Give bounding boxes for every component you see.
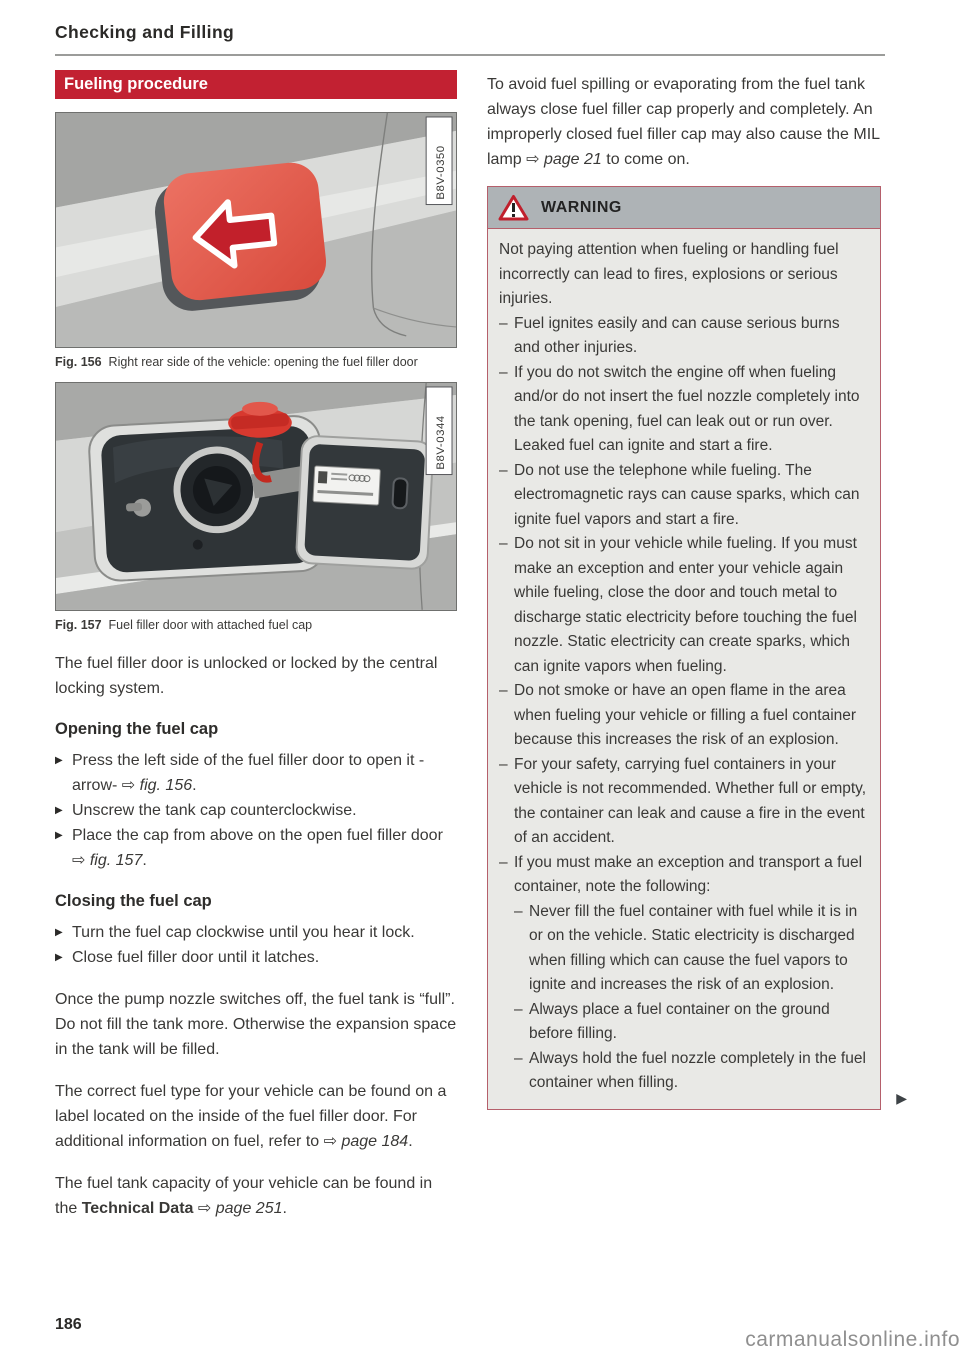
section-banner: Fueling procedure <box>55 70 457 99</box>
warning-subitem: – Always hold the fuel nozzle completely in the fuel container when filling. <box>514 1047 868 1096</box>
xref-arrow-icon: ⇨ <box>121 776 140 794</box>
left-column <box>55 70 457 1221</box>
cross-reference: fig. 156 <box>139 776 193 794</box>
central-locking-paragraph: The fuel filler door is unlocked or locked by the central locking system. <box>55 654 438 697</box>
warning-box <box>487 186 907 1110</box>
page-number: 186 <box>55 1316 82 1333</box>
fuel-type-paragraph: The correct fuel type for your vehicle can be found on a label located on the inside of the fuel filler door. For additional information on fuel, refer to ⇨ page 184. <box>55 1082 447 1150</box>
fig-156-caption: Fig. 156 Right rear side of the vehicle: opening the fuel filler door <box>55 354 418 369</box>
figure-156 <box>55 112 457 370</box>
closing-heading: Closing the fuel cap <box>55 891 212 910</box>
warning-item: – For your safety, carrying fuel containers in your vehicle is not recommended. Whether full or empty, the container can leak and cause a fire in the event of an accident. <box>499 753 868 851</box>
dash-bullet: – <box>499 682 508 699</box>
warning-item: – If you must make an exception and transport a fuel container, note the following: <box>499 851 868 900</box>
xref-arrow-icon: ⇨ <box>72 851 90 869</box>
dash-bullet: – <box>499 535 508 552</box>
watermark: carmanualsonline.info <box>745 1328 960 1351</box>
door-slot <box>392 478 407 509</box>
list-item: ▶ Close fuel filler door until it latches. <box>55 945 457 970</box>
warning-item: – Do not smoke or have an open flame in the area when fueling your vehicle or filling a fuel container because this increases the risk of an explosion. <box>499 679 868 753</box>
open-door-illustration <box>296 436 434 570</box>
fig-156-image <box>55 112 457 348</box>
dash-bullet: – <box>514 1049 523 1067</box>
fig-157-code: B8V-0344 <box>435 415 448 470</box>
dash-bullet: – <box>514 1000 523 1018</box>
cross-reference: page 184 <box>341 1132 409 1150</box>
page-title: Checking and Filling <box>55 22 885 56</box>
triangle-bullet-icon: ▶ <box>55 951 63 963</box>
fig-157-image <box>55 382 457 611</box>
cross-reference: page 251 <box>215 1199 283 1217</box>
warning-subitem: – Always place a fuel container on the ground before filling. <box>514 998 868 1047</box>
opening-heading: Opening the fuel cap <box>55 719 219 738</box>
xref-arrow-icon: ⇨ <box>323 1132 342 1150</box>
mil-lamp-paragraph: To avoid fuel spilling or evaporating from the fuel tank always close fuel filler cap properly and completely. An improperly closed fuel filler cap may also cause the MIL lamp ⇨ page 21 to come on. <box>487 76 880 168</box>
warning-sublist <box>514 900 868 1096</box>
technical-data-reference: Technical Data <box>81 1199 194 1217</box>
xref-arrow-icon: ⇨ <box>526 151 544 168</box>
list-item: ▶ Turn the fuel cap clockwise until you hear it lock. <box>55 920 457 945</box>
page-header <box>55 22 885 56</box>
continuation-arrow-icon: ▶ <box>896 1089 907 1106</box>
warning-item: – Do not use the telephone while fueling. The electromagnetic rays can cause sparks, which can ignite fuel vapors and start a fire. <box>499 459 868 533</box>
dash-bullet: – <box>499 853 508 871</box>
opening-steps <box>55 748 457 873</box>
warning-title: WARNING <box>541 198 622 216</box>
tank-full-paragraph: Once the pump nozzle switches off, the fuel tank is “full”. Do not fill the tank more. Otherwise the expansion space in the tank will be filled. <box>55 990 457 1058</box>
warning-intro: Not paying attention when fueling or handling fuel incorrectly can lead to fires, explosions or serious injuries. <box>499 241 839 307</box>
dash-bullet: – <box>499 363 508 381</box>
closing-steps <box>55 920 457 970</box>
list-item: ▶ Press the left side of the fuel filler door to open it -arrow- ⇨ fig. 156. <box>55 748 457 798</box>
dash-bullet: – <box>514 902 523 920</box>
warning-item: – If you do not switch the engine off when fueling and/or do not insert the fuel nozzle completely into the tank opening, fuel can leak out or run over. Leaked fuel can ignite and start a fire. <box>499 361 868 459</box>
triangle-bullet-icon: ▶ <box>55 926 63 938</box>
fig-156-label: Fig. 156 <box>55 354 102 369</box>
triangle-bullet-icon: ▶ <box>55 829 63 841</box>
right-column <box>487 72 907 1110</box>
fig-157-caption: Fig. 157 Fuel filler door with attached fuel cap <box>55 618 313 633</box>
triangle-bullet-icon: ▶ <box>55 804 63 816</box>
list-item: ▶ Unscrew the tank cap counterclockwise. <box>55 798 457 823</box>
warning-subitem: – Never fill the fuel container with fuel while it is in or on the vehicle. Static electricity is discharged when filling which can cause the fuel vapors to ignite and increases the risk of an explosion. <box>514 900 868 998</box>
cross-reference: fig. 157 <box>89 851 143 869</box>
filler-neck-recess-illustration <box>88 415 327 582</box>
dash-bullet: – <box>499 461 508 479</box>
cross-reference: page 21 <box>543 151 602 168</box>
dash-bullet: – <box>499 314 508 332</box>
figure-157 <box>55 382 457 633</box>
fig-156-code: B8V-0350 <box>435 145 448 200</box>
list-item: ▶ Place the cap from above on the open fuel filler door ⇨ fig. 157. <box>55 823 457 873</box>
fig-157-label: Fig. 157 <box>55 618 102 633</box>
tank-capacity-paragraph: The fuel tank capacity of your vehicle can be found in the Technical Data ⇨ page 251. <box>55 1174 433 1217</box>
dash-bullet: – <box>499 755 508 773</box>
warning-item: – Fuel ignites easily and can cause serious burns and other injuries. <box>499 312 868 361</box>
fuel-filler-door-illustration <box>151 160 330 314</box>
warning-body <box>488 229 880 1109</box>
xref-arrow-icon: ⇨ <box>197 1199 216 1217</box>
triangle-bullet-icon: ▶ <box>55 754 63 766</box>
warning-header <box>488 187 880 229</box>
warning-item: – Do not sit in your vehicle while fueling. If you must make an exception and enter your vehicle again while fueling, close the door and touch metal to discharge static electricity before touching the fuel nozzle. Static electricity can create sparks, which can ignite vapors when fueling. <box>499 532 868 679</box>
warning-triangle-icon <box>498 194 529 221</box>
